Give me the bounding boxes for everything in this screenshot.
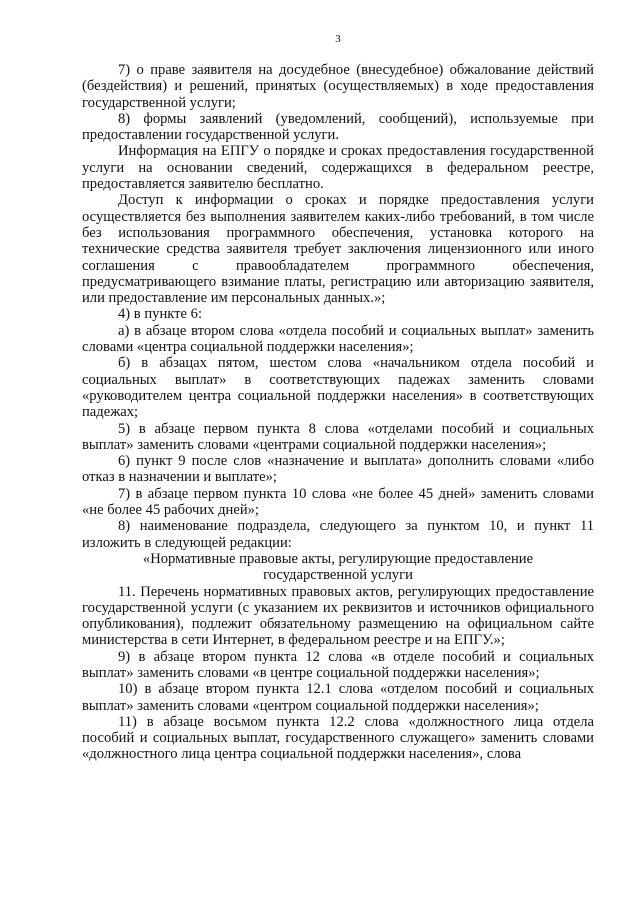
paragraph-amendment-4a: а) в абзаце втором слова «отдела пособий и социальных выплат» заменить словами «центра социальной поддержки населения»; (82, 322, 594, 356)
paragraph-item-7-appeal: 7) о праве заявителя на досудебное (внесудебное) обжалование действий (бездействия) и решений, принятых (осуществляемых) в ходе предоставления государственной услуги; (82, 62, 594, 111)
paragraph-item-8-forms: 8) формы заявлений (уведомлений, сообщений), используемые при предоставлении государственной услуги. (82, 110, 594, 144)
paragraph-amendment-10: 10) в абзаце втором пункта 12.1 слова «отделом пособий и социальных выплат» заменить словами «центром социальной поддержки населения»; (82, 681, 594, 714)
paragraph-amendment-7: 7) в абзаце первом пункта 10 слова «не более 45 дней» заменить словами «не более 45 рабочих дней»; (82, 485, 594, 519)
paragraph-amendment-4b: б) в абзацах пятом, шестом слова «начальником отдела пособий и социальных выплат» в соответствующих падежах заменить словами «руководителем центра социальной поддержки населения» в соответствующих падежах; (82, 355, 594, 421)
paragraph-amendment-8: 8) наименование подраздела, следующего за пунктом 10, и пункт 11 изложить в следующей редакции: (82, 518, 594, 551)
paragraph-epgu-information: Информация на ЕПГУ о порядке и сроках предоставления государственной услуги на основании сведений, содержащихся в федеральном реестре, предоставляется заявителю бесплатно. (82, 143, 594, 193)
document-body (82, 62, 594, 763)
page-number: 3 (335, 33, 341, 45)
section-heading: «Нормативные правовые акты, регулирующие предоставление государственной услуги (142, 550, 534, 584)
paragraph-amendment-6: 6) пункт 9 после слов «назначение и выплата» дополнить словами «либо отказ в назначении и выплате»; (82, 453, 594, 486)
paragraph-access-information: Доступ к информации о сроках и порядке предоставления услуги осуществляется без выполнения заявителем каких-либо требований, в том числе без использования программного обеспечения, установка которого на технические средства заявителя требует заключения лицензионного или иного соглашения с правообладателем программного обеспечения, предусматривающего взимание платы, регистрацию или авторизацию заявителя, или предоставление им персональных данных.»; (82, 192, 594, 307)
paragraph-amendment-9: 9) в абзаце втором пункта 12 слова «в отделе пособий и социальных выплат» заменить словами «в центре социальной поддержки населения»; (82, 648, 594, 681)
paragraph-amendment-11: 11) в абзаце восьмом пункта 12.2 слова «должностного лица отдела пособий и социальных выплат, государственного служащего» заменить словами «должностного лица центра социальной поддержки населения», слова (82, 713, 594, 763)
paragraph-amendment-4: 4) в пункте 6: (118, 306, 203, 323)
paragraph-item-11: 11. Перечень нормативных правовых актов, регулирующих предоставление государственной услуги (с указанием их реквизитов и источников официального опубликования), подлежит обязательному размещению на официальном сайте министерства в сети Интернет, в федеральном реестре и на ЕПГУ.»; (82, 583, 594, 649)
paragraph-amendment-5: 5) в абзаце первом пункта 8 слова «отделами пособий и социальных выплат» заменить словами «центрами социальной поддержки населения»; (82, 420, 594, 453)
